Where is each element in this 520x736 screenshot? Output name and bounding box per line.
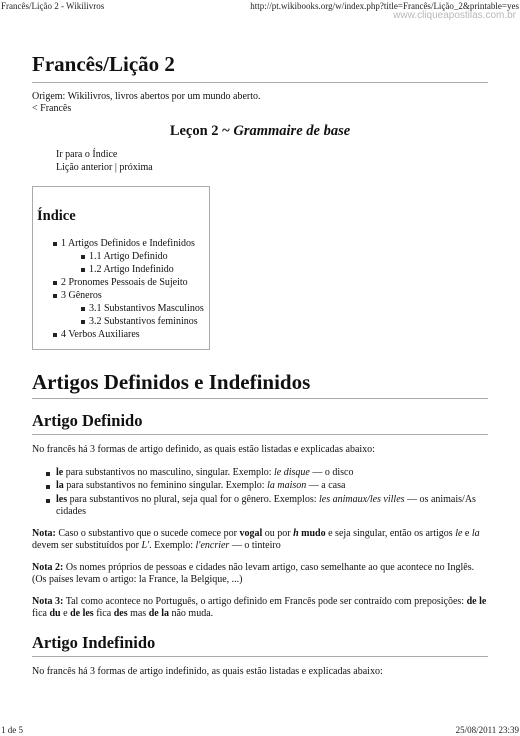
article-word: les xyxy=(56,493,68,505)
note-italic: le xyxy=(455,527,463,539)
note-text: fica xyxy=(93,608,114,619)
print-header-title: Francês/Lição 2 - Wikilivros xyxy=(1,1,105,11)
note-bold: vogal xyxy=(239,527,263,539)
prev-next-links xyxy=(56,161,488,174)
note-text: devem ser substituídos por xyxy=(32,540,142,551)
lesson-heading-prefix: Leçon 2 ~ xyxy=(169,123,234,139)
article-description: para substantivos no plural, seja qual for o gênero. Exemplos: xyxy=(67,493,319,505)
watermark: www.cliqueapostilas.com.br xyxy=(393,10,516,21)
article-word: la xyxy=(56,480,64,491)
note-text: ou por xyxy=(262,527,294,539)
lesson-nav xyxy=(56,148,488,174)
toc-item[interactable]: 2 Pronomes Pessoais de Sujeito xyxy=(33,276,209,289)
note-bold: des xyxy=(113,608,128,619)
note-text: mas xyxy=(127,608,149,619)
next-lesson-link[interactable]: próxima xyxy=(119,162,153,173)
subsection-heading-definite: Artigo Definido xyxy=(32,411,143,430)
article-page xyxy=(32,52,488,678)
article-word: le xyxy=(56,466,64,478)
print-header-url: http://pt.wikibooks.org/w/index.php?title=Francês/Lição_2&printable=yes xyxy=(250,1,519,11)
title-divider xyxy=(32,82,488,83)
subsection-divider xyxy=(32,434,488,435)
note-label: Nota: xyxy=(32,527,56,539)
section-heading: Artigos Definidos e Indefinidos xyxy=(32,370,311,394)
print-footer-page: 1 de 5 xyxy=(1,725,23,735)
note-bold: de les xyxy=(70,608,94,619)
article-description: para substantivos no masculino, singular. Exemplo: xyxy=(63,466,275,478)
note-italic: la xyxy=(471,527,480,539)
note-text: e seja singular, então os artigos xyxy=(325,527,456,539)
toc-item[interactable]: 1.1 Artigo Definido xyxy=(33,250,209,263)
toc-item[interactable]: 3.2 Substantivos femininos xyxy=(33,315,209,328)
note-label: Nota 2: xyxy=(32,561,64,573)
previous-lesson-link[interactable]: Lição anterior xyxy=(56,162,113,173)
toc-item[interactable]: 1.2 Artigo Indefinido xyxy=(33,263,209,276)
definite-article-list xyxy=(32,467,488,519)
toc-item[interactable]: 3.1 Substantivos Masculinos xyxy=(33,302,209,315)
note-bold-italic: h xyxy=(293,527,299,539)
article-description: para substantivos no feminino singular. Exemplo: xyxy=(63,480,268,491)
subsection-heading-indefinite: Artigo Indefinido xyxy=(32,632,156,652)
note-2 xyxy=(32,562,488,587)
note-label: Nota 3: xyxy=(32,595,64,607)
note-text: não muda. xyxy=(168,608,214,619)
article-translation: — o disco xyxy=(309,466,354,478)
note-italic: L' xyxy=(141,540,150,551)
article-example: le disque xyxy=(274,466,310,478)
index-link[interactable]: Ir para o Índice xyxy=(56,149,118,160)
toc-list xyxy=(33,237,209,341)
note-text: Tal como acontece no Português, o artigo definido em Francês pode ser contraído com preposições: xyxy=(63,595,467,607)
note-italic: l'encrier xyxy=(195,540,230,551)
note-3 xyxy=(32,596,488,621)
indefinite-intro: No francês há 3 formas de artigo indefinido, as quais estão listadas e explicadas abaixo: xyxy=(32,665,383,677)
lesson-heading xyxy=(32,122,488,140)
note-bold: de le xyxy=(466,595,487,607)
note-1 xyxy=(32,528,488,553)
note-text: Caso o substantivo que o sucede comece por xyxy=(55,527,240,539)
list-item xyxy=(32,480,488,493)
list-item xyxy=(32,467,488,480)
note-bold: du xyxy=(49,608,61,619)
definite-intro: No francês há 3 formas de artigo definido, as quais estão listadas e explicadas abaixo: xyxy=(32,444,375,455)
page-title: Francês/Lição 2 xyxy=(32,52,175,76)
article-example: la maison xyxy=(267,480,307,491)
article-translation: — a casa xyxy=(306,480,346,491)
nav-separator: | xyxy=(112,162,120,173)
section-divider xyxy=(32,398,488,399)
note-text: Os nomes próprios de pessoas e cidades não levam artigo, caso semelhante ao que acontece no Inglês. (Os países levam o artigo: la France, la Belgique, ...) xyxy=(32,561,475,585)
breadcrumb-link[interactable]: < Francês xyxy=(32,103,72,114)
note-text: e xyxy=(60,608,71,619)
list-item xyxy=(32,494,488,519)
print-footer-date: 25/08/2011 23:39 xyxy=(455,725,519,735)
note-text: — o tinteiro xyxy=(229,540,281,551)
toc-title: Índice xyxy=(37,208,76,224)
toc-item[interactable]: 1 Artigos Definidos e Indefinidos xyxy=(33,237,209,250)
article-example: les animaux/les villes xyxy=(319,493,405,505)
note-text: fica xyxy=(32,608,50,619)
note-bold: mudo xyxy=(301,527,326,539)
subsection-divider xyxy=(32,656,488,657)
lesson-heading-italic: Grammaire de base xyxy=(233,123,351,139)
note-text: e xyxy=(462,527,472,539)
note-text: . Exemplo: xyxy=(149,540,196,551)
origin-line: Origem: Wikilivros, livros abertos por um mundo aberto. xyxy=(32,91,261,102)
toc-item[interactable]: 4 Verbos Auxiliares xyxy=(33,328,209,341)
table-of-contents xyxy=(32,186,210,350)
note-bold: de la xyxy=(148,608,169,619)
toc-item[interactable]: 3 Gêneros xyxy=(33,289,209,302)
article-translation: — os animais/As cidades xyxy=(56,493,476,517)
